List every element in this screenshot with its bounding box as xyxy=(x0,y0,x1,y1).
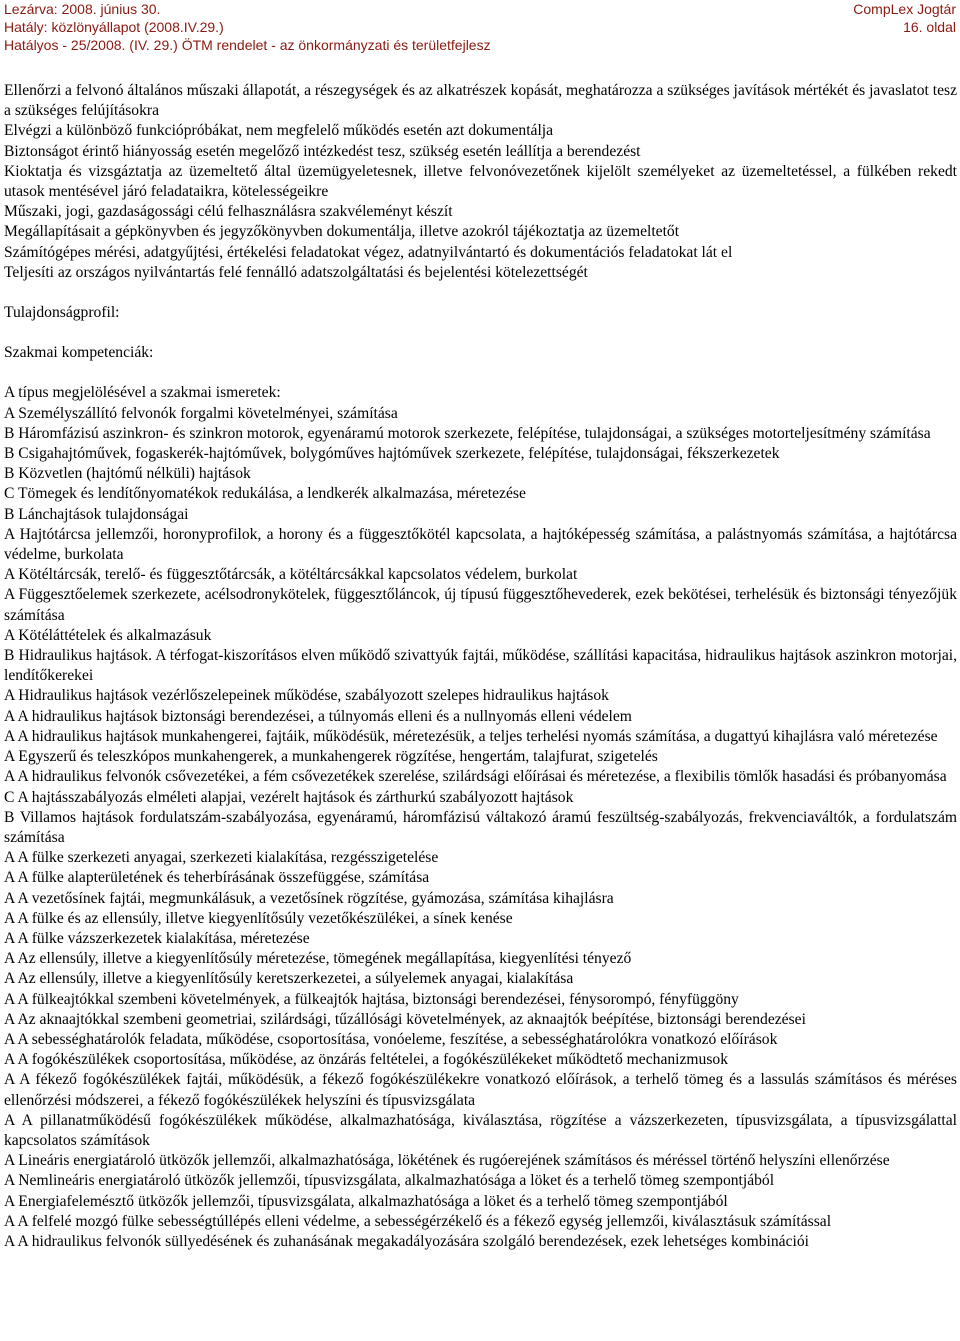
knowledge-item: A A fülke szerkezeti anyagai, szerkezeti kialakítása, rezgésszigetelése xyxy=(4,849,439,867)
publisher-name: CompLex Jogtár xyxy=(853,1,956,17)
knowledge-item: A Függesztőelemek szerkezete, acélsodronykötelek, függesztőláncok, új típusú függesztőhevederek, ezek bekötései, terhelésük és biztonsági tényezőjük számítása xyxy=(4,586,957,624)
knowledge-item: A A felfelé mozgó fülke sebességtúllépés elleni védelme, a sebességérzékelő és a fékező egység jellemzői, kiválasztásuk számítással xyxy=(4,1212,832,1230)
knowledge-item: A Az ellensúly, illetve a kiegyenlítősúly keretszerkezetei, a súlyelemek anyagai, kialakítása xyxy=(4,970,574,988)
knowledge-item: A Nemlineáris energiatároló ütközők jellemzői, típusvizsgálata, alkalmazhatósága a löket és a terhelő tömeg szempontjából xyxy=(4,1172,775,1190)
duty-item: Ellenőrzi a felvonó általános műszaki állapotát, a részegységek és az alkatrészek kopását, meghatározza a szükséges javítások mértékét és javaslatot tesz a szükséges felújításokra xyxy=(4,82,957,120)
competence-heading: Szakmai kompetenciák: xyxy=(4,344,154,362)
knowledge-item: A Energiafelemésztő ütközők jellemzői, típusvizsgálata, alkalmazhatósága a löket és a terhelő tömeg szempontjából xyxy=(4,1192,728,1210)
knowledge-item: A Hidraulikus hajtások vezérlőszelepeinek működése, szabályozott szelepes hidraulikus hajtások xyxy=(4,687,609,705)
duty-item: Elvégzi a különböző funkciópróbákat, nem megfelelő működés esetén azt dokumentálja xyxy=(4,122,554,140)
document-body xyxy=(4,81,957,1252)
knowledge-item: A A sebességhatárolók feladata, működése, csoportosítása, vonóeleme, feszítése, a sebességhatárolókra vonatkozó előírások xyxy=(4,1030,778,1048)
knowledge-item: A Egyszerű és teleszkópos munkahengerek, a munkahengerek rögzítése, hengertám, talajfurat, szigetelés xyxy=(4,748,658,766)
knowledge-item: A Kötéltárcsák, terelő- és függesztőtárcsák, a kötéltárcsákkal kapcsolatos védelem, burkolat xyxy=(4,566,578,584)
duty-item: Megállapításait a gépkönyvben és jegyzőkönyvben dokumentálja, illetve azokról tájékoztatja az üzemeltetőt xyxy=(4,223,680,241)
profile-heading: Tulajdonságprofil: xyxy=(4,304,120,322)
header-left xyxy=(4,0,491,54)
knowledge-item: C Tömegek és lendítőnyomatékok redukálása, a lendkerék alkalmazása, méretezése xyxy=(4,485,526,503)
knowledge-item: A A fülke alapterületének és teherbírásának összefüggése, számítása xyxy=(4,869,430,887)
header-right xyxy=(853,0,956,36)
knowledge-item: A Kötéláttételek és alkalmazásuk xyxy=(4,626,212,644)
knowledge-item: A A vezetősínek fajtái, megmunkálásuk, a vezetősínek rögzítése, gyámozása, számítása kihajlásra xyxy=(4,889,614,907)
knowledge-item: A A fülke és az ellensúly, illetve kiegyenlítősúly vezetőkészülékei, a sínek kenése xyxy=(4,909,513,927)
duty-item: Műszaki, jogi, gazdaságossági célú felhasználásra szakvéleményt készít xyxy=(4,203,453,221)
knowledge-item: A A fülkeajtókkal szembeni követelmények, a fülkeajtók hajtása, biztonsági berendezései, fénysorompó, fényfüggöny xyxy=(4,990,739,1008)
knowledge-list xyxy=(4,404,957,1253)
status-line: Hatály: közlönyállapot (2008.IV.29.) xyxy=(4,19,224,35)
knowledge-item: A A fogókészülékek csoportosítása, működése, az önzárás feltételei, a fogókészülékeket működtető mechanizmusok xyxy=(4,1051,729,1069)
knowledge-item: A A hidraulikus hajtások munkahengerei, fajtáik, működésük, méretezésük, a teljes terhelési nyomás számítása, a dugattyú kihajlásra való méretezése xyxy=(4,727,938,745)
knowledge-item: A Az aknaajtókkal szembeni geometriai, szilárdsági, tűzállósági követelmények, az aknaajtók beépítése, biztonsági berendezései xyxy=(4,1010,806,1028)
knowledge-item: A Lineáris energiatároló ütközők jellemzői, alkalmazhatósága, lökétének és rugóerejének számításos és méréssel történő helyszíni ellenőrzése xyxy=(4,1152,890,1170)
knowledge-item: A Hajtótárcsa jellemzői, horonyprofilok, a horony és a függesztőkötél kapcsolata, a hajtóképesség számítása, a palástnyomás számítása, a hajtótárcsa védelme, burkolata xyxy=(4,525,957,564)
knowledge-item: A A hidraulikus felvonók süllyedésének és zuhanásának megakadályozására szolgáló berendezések, ezek lehetséges kombinációi xyxy=(4,1232,809,1250)
knowledge-item: A Az ellensúly, illetve a kiegyenlítősúly méretezése, tömegének megállapítása, kiegyenlítési tényező xyxy=(4,950,632,968)
duty-item: Számítógépes mérési, adatgyűjtési, értékelési feladatokat végez, adatnyilvántartó és dokumentációs feladatokat lát el xyxy=(4,243,733,261)
knowledge-item: A Személyszállító felvonók forgalmi követelményei, számítása xyxy=(4,404,398,422)
closing-date: Lezárva: 2008. június 30. xyxy=(4,1,161,17)
knowledge-item: C A hajtásszabályozás elméleti alapjai, vezérelt hajtások és zárthurkú szabályozott hajtások xyxy=(4,788,574,806)
duty-item: Teljesíti az országos nyilvántartás felé fennálló adatszolgáltatási és bejelentési kötelezettségét xyxy=(4,263,588,281)
knowledge-item: A A fékező fogókészülékek fajtái, működésük, a fékező fogókészülékekre vonatkozó előírások, a terhelő tömeg és a lassulás számításos és méréses ellenőrzési módszerei, a fékező fogókészülékek helyszíni és típusvizsgálata xyxy=(4,1071,957,1109)
knowledge-item: B Háromfázisú aszinkron- és szinkron motorok, egyenáramú motorok szerkezete, felépítése, tulajdonságai, a szükséges motorteljesítmény számítása xyxy=(4,424,931,442)
knowledge-item: B Csigahajtóművek, fogaskerék-hajtóművek, bolygóműves hajtóművek szerkezete, felépítése, tulajdonságai, fékszerkezetek xyxy=(4,445,780,463)
knowledge-item: B Villamos hajtások fordulatszám-szabályozása, egyenáramú, háromfázisú váltakozó áramú feszültség-szabályozás, frekvenciaváltók, a fordulatszám számítása xyxy=(4,808,957,846)
knowledge-item: B Lánchajtások tulajdonságai xyxy=(4,505,189,523)
page-header xyxy=(0,0,960,56)
knowledge-item: A A hidraulikus felvonók csővezetékei, a fém csővezetékek szerelése, szilárdsági előírásai és méretezése, a flexibilis tömlők hasadási és próbanyomása xyxy=(4,768,947,786)
duties-list xyxy=(4,81,957,283)
knowledge-item: A A pillanatműködésű fogókészülékek működése, alkalmazhatósága, kiválasztása, rögzítése a vázszerkezeten, típusvizsgálata, a típusvizsgálattal kapcsolatos számítások xyxy=(4,1111,957,1149)
page-number: 16. oldal xyxy=(903,19,956,35)
knowledge-item: B Közvetlen (hajtómű nélküli) hajtások xyxy=(4,465,251,483)
document-title: Hatályos - 25/2008. (IV. 29.) ÖTM rendelet - az önkormányzati és területfejlesz xyxy=(4,37,491,53)
knowledge-item: A A fülke vázszerkezetek kialakítása, méretezése xyxy=(4,929,310,947)
knowledge-item: B Hidraulikus hajtások. A térfogat-kiszorításos elven működő szivattyúk fajtái, működése, szállítási kapacitása, hidraulikus hajtások aszinkron motorjai, lendítőkerekei xyxy=(4,647,957,685)
knowledge-intro: A típus megjelölésével a szakmai ismeretek: xyxy=(4,384,281,402)
duty-item: Biztonságot érintő hiányosság esetén megelőző intézkedést tesz, szükség esetén leállítja a berendezést xyxy=(4,142,641,160)
knowledge-item: A A hidraulikus hajtások biztonsági berendezései, a túlnyomás elleni és a nullnyomás elleni védelem xyxy=(4,707,632,725)
duty-item: Kioktatja és vizsgáztatja az üzemeltető által üzemügyeletesnek, illetve felvonóvezetőnek kijelölt személyeket az üzemeltetéssel, a fülkében rekedt utasok mentésével járó feladataikra, kötelességeikre xyxy=(4,162,957,201)
